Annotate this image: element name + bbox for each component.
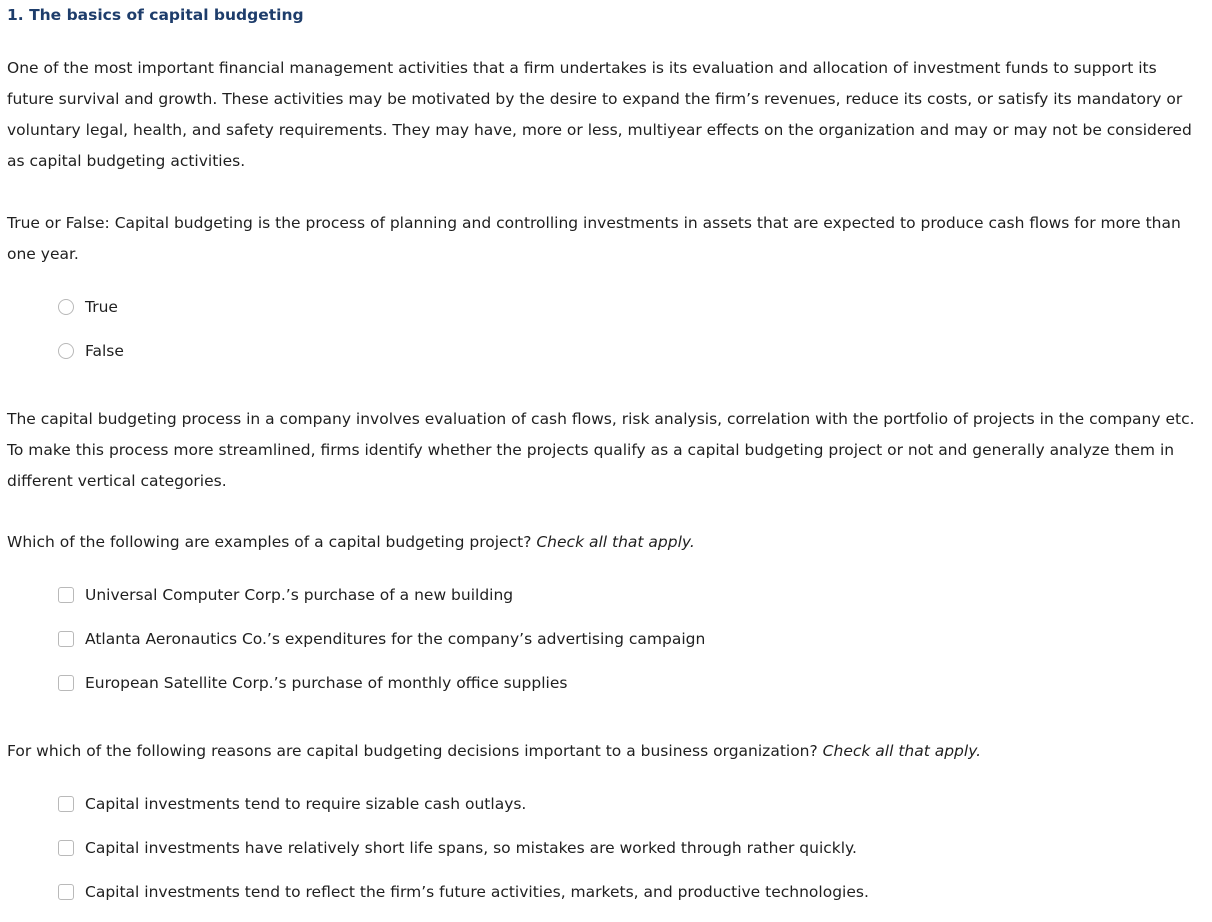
q3-option-2[interactable]: [58, 826, 869, 870]
q1-option-true[interactable]: [58, 285, 124, 329]
q3-prompt-line: [7, 736, 1202, 767]
q3-prompt: For which of the following reasons are capital budgeting decisions important to a business organization?: [7, 742, 818, 760]
q1-option-false[interactable]: [58, 329, 124, 373]
checkbox[interactable]: [58, 675, 74, 691]
q1-options: [58, 285, 124, 373]
q3-options: [58, 782, 869, 914]
option-label: True: [85, 298, 118, 316]
option-label: Capital investments have relatively short life spans, so mistakes are worked through rather quickly.: [85, 839, 857, 857]
checkbox[interactable]: [58, 587, 74, 603]
q2-option-2[interactable]: [58, 617, 705, 661]
radio-button[interactable]: [58, 343, 74, 359]
q2-options: [58, 573, 705, 705]
q2-prompt-line: [7, 527, 1202, 558]
q3-instruction: Check all that apply.: [822, 742, 982, 760]
q1-prompt: True or False: Capital budgeting is the process of planning and controlling investments in assets that are expected to produce cash flows for more than one year.: [7, 214, 1181, 263]
q2-option-1[interactable]: [58, 573, 705, 617]
radio-button[interactable]: [58, 299, 74, 315]
option-label: Capital investments tend to reflect the firm’s future activities, markets, and productive technologies.: [85, 883, 869, 901]
checkbox[interactable]: [58, 796, 74, 812]
checkbox[interactable]: [58, 884, 74, 900]
option-label: False: [85, 342, 124, 360]
checkbox[interactable]: [58, 631, 74, 647]
checkbox[interactable]: [58, 840, 74, 856]
page-title: 1. The basics of capital budgeting: [7, 6, 304, 24]
q3-option-1[interactable]: [58, 782, 869, 826]
intro-paragraph: One of the most important financial management activities that a firm undertakes is its evaluation and allocation of investment funds to support its future survival and growth. These activities may be motivated by the desire to expand the firm’s revenues, reduce its costs, or satisfy its mandatory or voluntary legal, health, and safety requirements. They may have, more or less, multiyear effects on the organization and may or may not be considered as capital budgeting activities.: [7, 59, 1192, 170]
option-label: European Satellite Corp.’s purchase of monthly office supplies: [85, 674, 568, 692]
q2-option-3[interactable]: [58, 661, 705, 705]
q2-instruction: Check all that apply.: [536, 533, 695, 551]
option-label: Universal Computer Corp.’s purchase of a new building: [85, 586, 514, 604]
option-label: Atlanta Aeronautics Co.’s expenditures for the company’s advertising campaign: [85, 630, 706, 648]
option-label: Capital investments tend to require sizable cash outlays.: [85, 795, 527, 813]
process-paragraph: The capital budgeting process in a company involves evaluation of cash flows, risk analysis, correlation with the portfolio of projects in the company etc. To make this process more streamlined, firms identify whether the projects qualify as a capital budgeting project or not and generally analyze them in different vertical categories.: [7, 410, 1195, 490]
q3-option-3[interactable]: [58, 870, 869, 914]
q2-prompt: Which of the following are examples of a capital budgeting project?: [7, 533, 532, 551]
